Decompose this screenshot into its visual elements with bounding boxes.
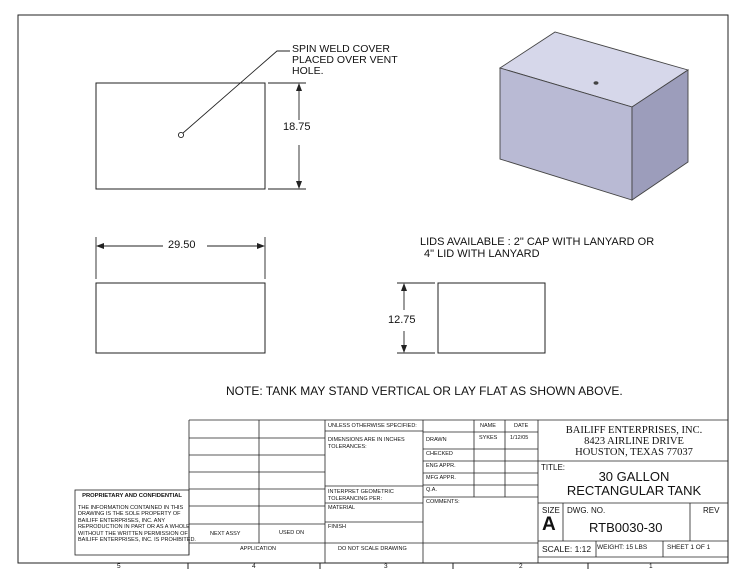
drawn-label: DRAWN bbox=[426, 437, 447, 443]
dimension-29-50: 29.50 bbox=[168, 239, 196, 251]
title-label: TITLE: bbox=[541, 463, 566, 472]
dimension-18-75: 18.75 bbox=[283, 121, 311, 133]
company-city: HOUSTON, TEXAS 77037 bbox=[575, 447, 693, 458]
proprietary-line: REPRODUCTION IN PART OR AS A WHOLE bbox=[78, 524, 190, 531]
geometric-line-1: INTERPRET GEOMETRIC bbox=[328, 489, 394, 495]
lids-note-line-1: LIDS AVAILABLE : 2" CAP WITH LANYARD OR bbox=[420, 236, 655, 248]
proprietary-heading: PROPRIETARY AND CONFIDENTIAL bbox=[82, 493, 182, 499]
company-name: BAILIFF ENTERPRISES, INC. bbox=[565, 425, 703, 436]
tank-orientation-note: NOTE: TANK MAY STAND VERTICAL OR LAY FLAT AS SHOWN ABOVE. bbox=[226, 384, 623, 398]
application-label: APPLICATION bbox=[240, 546, 276, 552]
eng-appr-label: ENG APPR. bbox=[426, 463, 456, 469]
callout-line-3: HOLE. bbox=[292, 65, 324, 77]
weight-label: WEIGHT: 15 LBS bbox=[597, 544, 648, 551]
rev-label: REV bbox=[703, 506, 720, 515]
qa-label: Q.A. bbox=[426, 487, 438, 493]
drawn-name: SYKES bbox=[479, 435, 498, 441]
material-label: MATERIAL bbox=[328, 505, 356, 511]
company-address bbox=[540, 425, 728, 458]
proprietary-text bbox=[78, 505, 196, 543]
proprietary-line: WITHOUT THE WRITTEN PERMISSION OF bbox=[78, 530, 188, 537]
proprietary-line: BAILIFF ENTERPRISES, INC. IS PROHIBITED. bbox=[78, 537, 196, 544]
geometric-line-2: TOLERANCING PER: bbox=[328, 495, 382, 502]
date-header: DATE bbox=[514, 423, 529, 429]
finish-label: FINISH bbox=[328, 524, 347, 530]
callout-leader bbox=[183, 51, 290, 133]
dwg-no-label: DWG. NO. bbox=[567, 506, 606, 515]
lids-note-line-2: 4" LID WITH LANYARD bbox=[424, 248, 540, 260]
zone-2: 2 bbox=[519, 563, 523, 570]
zone-5: 5 bbox=[117, 563, 121, 570]
dimension-12-75: 12.75 bbox=[388, 314, 416, 326]
zone-4: 4 bbox=[252, 563, 256, 570]
next-assy-label: NEXT ASSY bbox=[210, 531, 241, 537]
dwg-no-value: RTB0030-30 bbox=[589, 520, 663, 535]
proprietary-line: DRAWING IS THE SOLE PROPERTY OF bbox=[78, 511, 181, 518]
comments-label: COMMENTS: bbox=[426, 499, 460, 505]
checked-label: CHECKED bbox=[426, 451, 453, 457]
unless-specified-label: UNLESS OTHERWISE SPECIFIED: bbox=[328, 423, 417, 429]
name-header: NAME bbox=[480, 423, 496, 429]
vent-hole bbox=[178, 132, 183, 137]
tolerances-label: TOLERANCES: bbox=[328, 443, 367, 450]
company-street: 8423 AIRLINE DRIVE bbox=[584, 436, 684, 447]
dimensions-line: DIMENSIONS ARE IN INCHES bbox=[328, 437, 405, 443]
front-view bbox=[96, 283, 265, 353]
side-view bbox=[438, 283, 545, 353]
mfg-appr-label: MFG APPR. bbox=[426, 475, 456, 481]
sheet-label: SHEET 1 OF 1 bbox=[667, 544, 711, 551]
used-on-label: USED ON bbox=[279, 530, 305, 536]
vent-callout bbox=[292, 44, 398, 77]
title-line-2: RECTANGULAR TANK bbox=[566, 483, 702, 498]
drawing-title bbox=[540, 470, 728, 498]
do-not-scale-label: DO NOT SCALE DRAWING bbox=[338, 546, 407, 552]
callout-line-2: PLACED OVER VENT bbox=[292, 54, 398, 66]
callout-line-1: SPIN WELD COVER bbox=[292, 43, 391, 55]
title-line-1: 30 GALLON bbox=[598, 469, 670, 484]
lids-note bbox=[420, 236, 654, 260]
geometric-note bbox=[328, 489, 394, 502]
size-label: SIZE bbox=[542, 506, 560, 515]
drawn-date: 1/12/05 bbox=[510, 435, 529, 441]
zone-3: 3 bbox=[384, 563, 388, 570]
dimensions-note bbox=[328, 437, 405, 450]
zone-ticks bbox=[188, 563, 588, 569]
zone-1: 1 bbox=[649, 563, 653, 570]
dimension-18-75-line bbox=[268, 83, 306, 189]
scale-label: SCALE: 1:12 bbox=[542, 544, 592, 554]
proprietary-line: BAILIFF ENTERPRISES, INC. ANY bbox=[78, 517, 166, 524]
size-value: A bbox=[542, 514, 556, 535]
proprietary-line: THE INFORMATION CONTAINED IN THIS bbox=[78, 505, 184, 511]
isometric-view bbox=[500, 32, 688, 200]
iso-vent-hole bbox=[594, 81, 599, 84]
